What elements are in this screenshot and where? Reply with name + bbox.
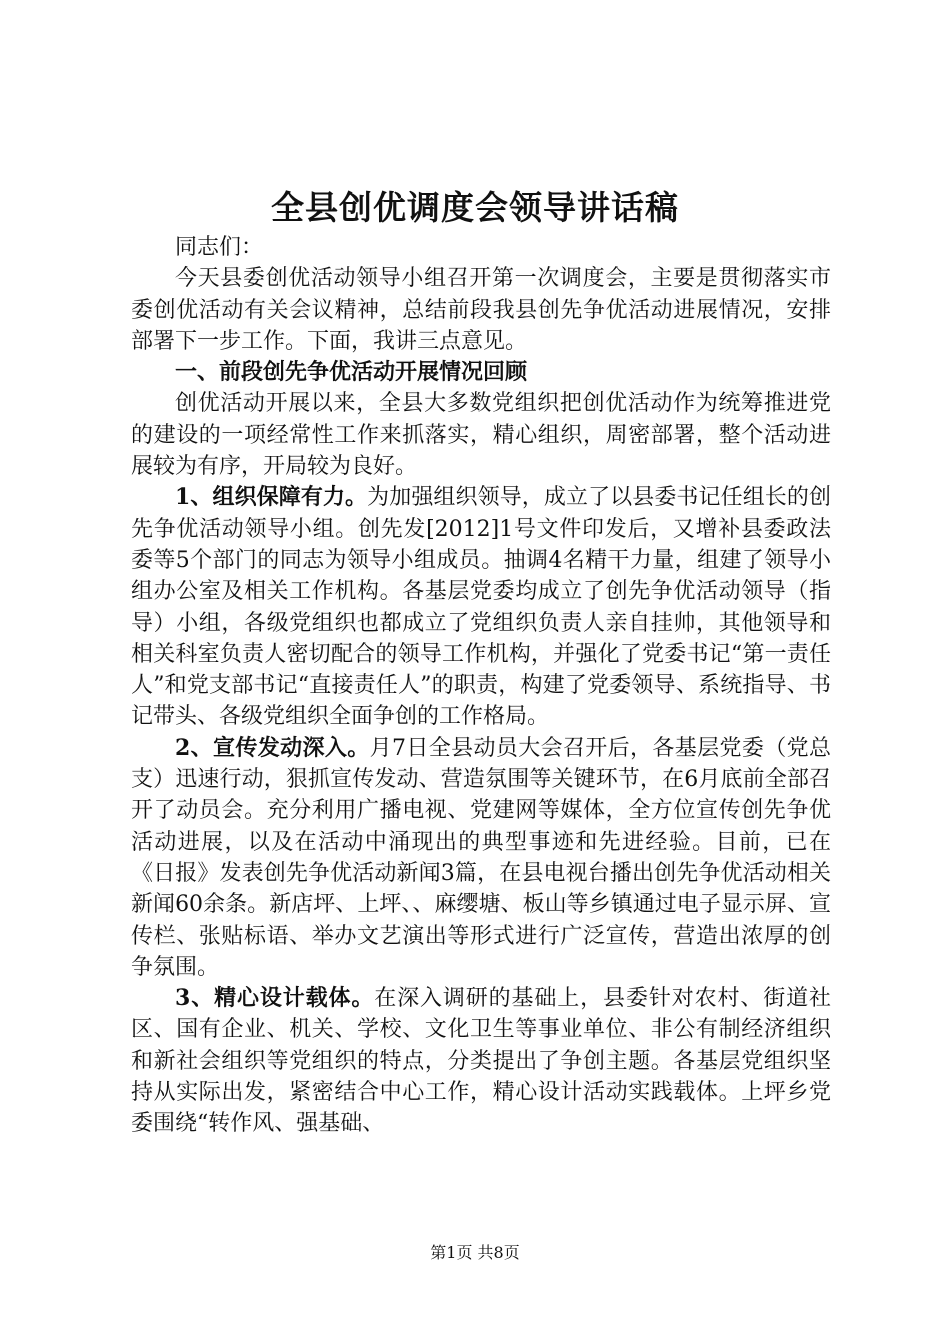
point-2-body: 月7日全县动员大会召开后，各基层党委（党总支）迅速行动，狠抓宣传发动、营造氛围等关键环节，在6月底前全部召开了动员会。充分利用广播电视、党建网等媒体，全方位宣传创先争优活动进展，以及在活动中涌现出的典型事迹和先进经验。目前，已在《日报》发表创先争优活动新闻3篇，在县电视台播出创先争优活动相关新闻60余条。新店坪、上坪、、麻缨塘、板山等乡镇通过电子显示屏、宣传栏、张贴标语、举办文艺演出等形式进行广泛宣传，营造出浓厚的创争氛围。 bbox=[131, 735, 831, 980]
point-1-body: 为加强组织领导，成立了以县委书记任组长的创先争优活动领导小组。创先发[2012]1号文件印发后，又增补县委政法委等5个部门的同志为领导小组成员。抽调4名精干力量，组建了领导小组办公室及相关工作机构。各基层党委均成立了创先争优活动领导（指导）小组，各级党组织也都成立了党组织负责人亲自挂帅，其他领导和相关科室负责人密切配合的领导工作机构，并强化了党委书记“第一责任人”和党支部书记“直接责任人”的职责，构建了党委领导、系统指导、书记带头、各级党组织全面争创的工作格局。 bbox=[131, 485, 831, 730]
point-1-lead: 1、组织保障有力。 bbox=[175, 484, 368, 511]
page-footer: 第1页 共8页 bbox=[430, 1243, 520, 1262]
intro-paragraph: 今天县委创优活动领导小组召开第一次调度会，主要是贯彻落实市委创优活动有关会议精神，总结前段我县创先争优活动进展情况，安排部署下一步工作。下面，我讲三点意见。 bbox=[131, 266, 831, 354]
point-3-body: 在深入调研的基础上，县委针对农村、街道社区、国有企业、机关、学校、文化卫生等事业单位、非公有制经济组织和新社会组织等党组织的特点，分类提出了争创主题。各基层党组织坚持从实际出发，紧密结合中心工作，精心设计活动实践载体。上坪乡党委围绕“转作风、强基础、 bbox=[131, 986, 831, 1137]
section-heading: 一、前段创先争优活动开展情况回顾 bbox=[175, 359, 528, 386]
greeting-paragraph: 同志们： bbox=[175, 235, 264, 260]
document-title: 全县创优调度会领导讲话稿 bbox=[271, 188, 679, 227]
point-1-paragraph bbox=[131, 482, 831, 732]
point-2-lead: 2、宣传发动深入。 bbox=[175, 734, 370, 761]
section-intro-paragraph: 创优活动开展以来，全县大多数党组织把创优活动作为统筹推进党的建设的一项经常性工作来抓落实，精心组织，周密部署，整个活动进展较为有序，开局较为良好。 bbox=[131, 391, 831, 480]
point-3-paragraph bbox=[131, 983, 831, 1139]
point-2-paragraph bbox=[131, 733, 831, 983]
document-body bbox=[131, 232, 831, 1140]
point-3-lead: 3、精心设计载体。 bbox=[175, 985, 375, 1012]
